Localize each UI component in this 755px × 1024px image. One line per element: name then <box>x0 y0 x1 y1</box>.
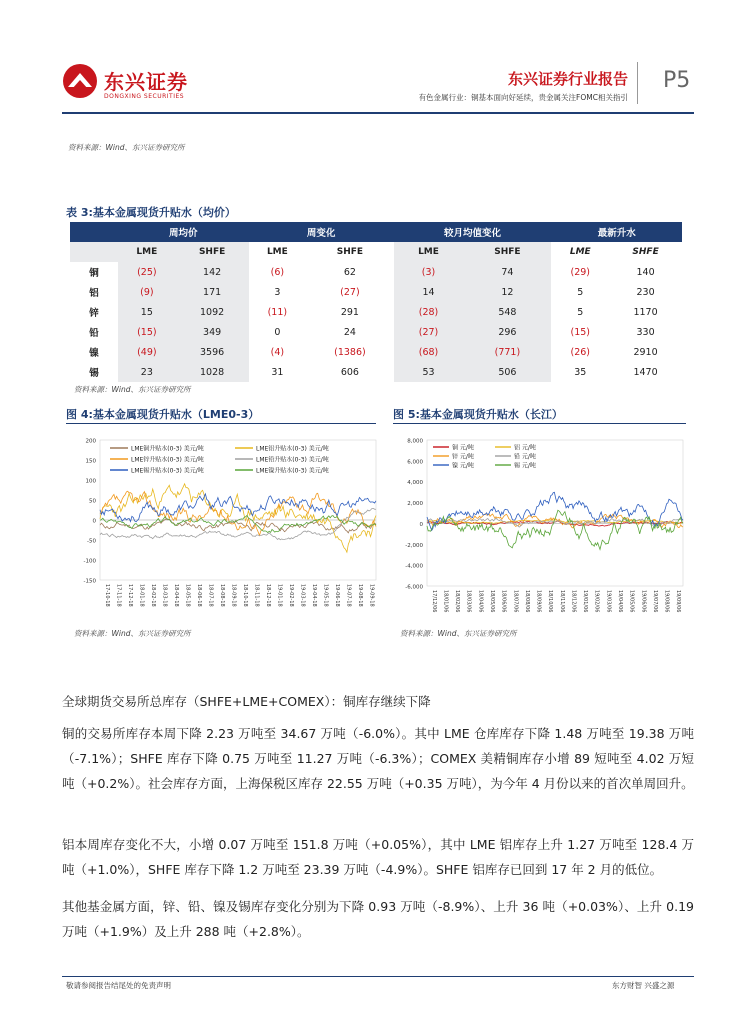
x-tick-label: 19/01/06 <box>582 590 589 613</box>
y-tick-label: -150 <box>83 578 96 585</box>
paragraph-copper: 铜的交易所库存本周下降 2.23 万吨至 34.67 万吨（-6.0%）。其中 LME 仓库库存下降 1.48 万吨至 19.38 万吨（-7.1%）；SHFE 库存下降 0.75 万吨至 11.27 万吨（-6.3%）；COMEX 美精铜库存小增 89 短吨至 4.02 万短吨（+0.2%）。社会库存方面，上海保税区库存 22.55 万吨（+0.35 万吨），为今年 4 月份以来的首次单周回升。 <box>62 726 694 791</box>
legend-label: LME锡升贴水(0-3) 美元/吨 <box>131 467 204 475</box>
company-logo-icon <box>62 63 98 99</box>
x-tick-label: 18-11-18 <box>253 584 260 607</box>
figure5-source: 资料来源：Wind、东兴证券研究所 <box>400 629 517 638</box>
x-tick-label: 18-06-18 <box>195 584 202 607</box>
row-metal-label: 铜 <box>89 268 99 279</box>
legend-label: LME锌升贴水(0-3) 美元/吨 <box>131 456 204 464</box>
table-cell: (26) <box>570 346 591 358</box>
x-tick-label: 18-05-18 <box>184 584 191 607</box>
y-tick-label: 8,000 <box>407 438 423 445</box>
table-row <box>70 282 682 302</box>
x-tick-label: 18/11/06 <box>558 590 565 613</box>
table-cell: 296 <box>463 322 551 342</box>
table-cell: (6) <box>270 266 285 278</box>
table-cell: 24 <box>343 326 356 338</box>
x-tick-label: 18/12/06 <box>570 590 577 613</box>
x-tick-label: 17-10-18 <box>103 584 110 607</box>
y-tick-label: 4,000 <box>407 480 423 487</box>
x-tick-label: 19/02/06 <box>593 590 600 613</box>
x-tick-label: 19-07-18 <box>345 584 352 607</box>
sub-header: SHFE <box>632 247 659 257</box>
table-cell: 230 <box>636 286 655 298</box>
y-tick-label: -2,000 <box>405 542 423 549</box>
group-latest: 最新升水 <box>551 222 682 242</box>
table-cell: 14 <box>394 282 464 302</box>
row-metal-label: 铝 <box>89 288 99 299</box>
table-cell: 5 <box>577 306 584 318</box>
header-rule <box>62 112 694 114</box>
section-heading: 全球期货交易所总库存（SHFE+LME+COMEX）：铜库存继续下降 <box>62 694 431 709</box>
x-tick-label: 17-12-18 <box>126 584 133 607</box>
x-tick-label: 18-02-18 <box>149 584 156 607</box>
y-tick-label: 200 <box>85 438 96 445</box>
sub-header: SHFE <box>336 247 364 257</box>
footer-slogan: 东方财智 兴盛之源 <box>612 981 675 990</box>
figure5-title: 图 5:基本金属现货升贴水（长江） <box>393 408 563 421</box>
x-tick-label: 19/07/06 <box>651 590 658 613</box>
legend-label: LME镍升贴水(0-3) 美元/吨 <box>256 467 329 475</box>
header-divider <box>637 62 638 104</box>
table-row <box>70 302 682 322</box>
y-tick-label: -4,000 <box>405 563 423 570</box>
table-row <box>70 262 682 282</box>
x-tick-label: 19-06-18 <box>333 584 340 607</box>
x-tick-label: 19-01-18 <box>276 584 283 607</box>
y-tick-label: 0 <box>92 518 96 525</box>
table-cell: 1092 <box>176 302 249 322</box>
legend-label: 镍 元/吨 <box>452 462 474 470</box>
table-cell: (15) <box>118 322 176 342</box>
legend-label: LME铅升贴水(0-3) 美元/吨 <box>256 456 329 464</box>
y-tick-label: 50 <box>89 498 96 505</box>
x-tick-label: 18/03/06 <box>465 590 472 613</box>
table-cell: 506 <box>463 362 551 382</box>
x-tick-label: 19/09/06 <box>675 590 682 613</box>
sub-header: LME <box>118 242 176 262</box>
table-cell: (11) <box>267 306 288 318</box>
group-weekly-avg: 周均价 <box>118 222 249 242</box>
x-tick-label: 17/12/06 <box>430 590 437 613</box>
paragraph-other-metals: 其他基金属方面，锌、铅、镍及锡库存变化分别为下降 0.93 万吨（-8.9%）、上升 36 吨（+0.03%）、上升 0.19 万吨（+1.9%）及上升 288 吨（+2.8%）。 <box>62 899 694 939</box>
table-cell: (3) <box>394 262 464 282</box>
sub-header: LME <box>266 247 288 257</box>
table-row <box>70 322 682 342</box>
x-tick-label: 18-10-18 <box>241 584 248 607</box>
x-tick-label: 19-09-18 <box>368 584 375 607</box>
figure4-title: 图 4:基本金属现货升贴水（LME0-3） <box>66 408 260 421</box>
series-line <box>100 484 376 552</box>
x-tick-label: 19/03/06 <box>605 590 612 613</box>
x-tick-label: 17-11-18 <box>115 584 122 607</box>
legend-label: LME铝升贴水(0-3) 美元/吨 <box>256 445 329 453</box>
table-row <box>70 362 682 382</box>
y-tick-label: 6,000 <box>407 459 423 466</box>
legend-label: 铝 元/吨 <box>514 444 536 452</box>
x-tick-label: 18/10/06 <box>547 590 554 613</box>
sub-header: SHFE <box>463 242 551 262</box>
x-tick-label: 18-08-18 <box>218 584 225 607</box>
x-tick-label: 19-08-18 <box>356 584 363 607</box>
table-cell: (15) <box>570 326 591 338</box>
source-note-top: 资料来源：Wind、东兴证券研究所 <box>68 143 185 152</box>
legend-label: LME铜升贴水(0-3) 美元/吨 <box>131 445 204 453</box>
table-cell: 142 <box>176 262 249 282</box>
series-line <box>427 510 683 549</box>
table-cell: 2910 <box>633 346 658 358</box>
table-cell: 171 <box>176 282 249 302</box>
table-cell: 330 <box>636 326 655 338</box>
table-cell: 5 <box>577 286 584 298</box>
table-cell: 12 <box>463 282 551 302</box>
table-source: 资料来源：Wind、东兴证券研究所 <box>74 385 191 394</box>
group-weekly-change: 周变化 <box>249 222 394 242</box>
table-cell: (1386) <box>334 346 366 358</box>
table-sub-header <box>70 242 682 262</box>
table-cell: 1170 <box>633 306 658 318</box>
x-tick-label: 19/04/06 <box>617 590 623 613</box>
y-tick-label: -100 <box>83 558 96 565</box>
sub-corner <box>70 242 118 262</box>
figure4-title-rule <box>66 423 376 424</box>
x-tick-label: 19/06/06 <box>640 590 647 613</box>
x-tick-label: 18/07/06 <box>512 590 519 613</box>
legend-label: 铜 元/吨 <box>452 444 474 452</box>
table-cell: 140 <box>636 266 655 278</box>
table-cell: (25) <box>118 262 176 282</box>
table-cell: 1028 <box>176 362 249 382</box>
table-corner <box>70 222 118 242</box>
table-body <box>70 262 682 382</box>
sub-header: SHFE <box>176 242 249 262</box>
table-cell: 1470 <box>633 366 658 378</box>
x-tick-label: 18/09/06 <box>535 590 542 613</box>
table-cell: 53 <box>394 362 464 382</box>
y-tick-label: -6,000 <box>405 584 423 591</box>
table-cell: (9) <box>118 282 176 302</box>
footer-rule <box>62 976 694 977</box>
table-cell: 62 <box>343 266 356 278</box>
x-tick-label: 18/04/06 <box>477 590 484 613</box>
table-cell: 349 <box>176 322 249 342</box>
x-tick-label: 18-09-18 <box>230 584 237 607</box>
table-cell: 31 <box>271 366 284 378</box>
sub-header: LME <box>394 242 464 262</box>
table-cell: (49) <box>118 342 176 362</box>
x-tick-label: 19-02-18 <box>287 584 294 607</box>
x-tick-label: 19-05-18 <box>322 584 329 607</box>
legend-label: 锡 元/吨 <box>514 462 536 470</box>
sub-header: LME <box>569 247 591 257</box>
x-tick-label: 18/08/06 <box>523 590 530 613</box>
table-cell: 291 <box>340 306 359 318</box>
table-cell: 548 <box>463 302 551 322</box>
company-name-en: DONGXING SECURITIES <box>104 93 185 100</box>
row-metal-label: 锌 <box>89 308 99 319</box>
table-cell: (68) <box>394 342 464 362</box>
row-metal-label: 锡 <box>89 368 99 379</box>
legend-label: 锌 元/吨 <box>452 453 474 461</box>
x-tick-label: 18-04-18 <box>172 584 179 607</box>
footer-disclaimer: 敬请参阅报告结尾处的免责声明 <box>66 981 171 990</box>
table-cell: 15 <box>118 302 176 322</box>
table-cell: (27) <box>340 286 360 298</box>
figure5-chart <box>393 428 693 620</box>
figure4-chart <box>66 428 382 620</box>
x-tick-label: 18-07-18 <box>207 584 214 607</box>
x-tick-label: 19/08/06 <box>663 590 670 613</box>
x-tick-label: 18-03-18 <box>161 584 168 607</box>
y-tick-label: -50 <box>87 538 96 545</box>
x-tick-label: 19-04-18 <box>310 584 317 607</box>
y-tick-label: 100 <box>85 478 96 485</box>
row-metal-label: 镍 <box>89 348 99 359</box>
group-vs-monthly: 较月均值变化 <box>394 222 552 242</box>
legend-label: 铅 元/吨 <box>514 453 536 461</box>
table-cell: 35 <box>574 366 587 378</box>
page-number: P5 <box>663 68 691 93</box>
x-tick-label: 18/05/06 <box>489 590 495 613</box>
x-tick-label: 18-12-18 <box>264 584 271 607</box>
y-tick-label: 0 <box>419 521 423 528</box>
table-cell: 3596 <box>176 342 249 362</box>
y-tick-label: 150 <box>85 458 96 465</box>
series-line <box>427 492 683 530</box>
figure4-source: 资料来源：Wind、东兴证券研究所 <box>74 629 191 638</box>
x-tick-label: 19-03-18 <box>299 584 306 607</box>
x-tick-label: 18/02/06 <box>454 590 461 613</box>
table-title: 表 3:基本金属现货升贴水（均价） <box>66 206 236 219</box>
row-metal-label: 铅 <box>89 328 99 339</box>
company-name-cn: 东兴证券 <box>104 70 188 94</box>
report-title: 东兴证券行业报告 <box>507 70 628 88</box>
table-group-header <box>70 222 682 242</box>
x-tick-label: 18-01-18 <box>138 584 145 607</box>
table-row <box>70 342 682 362</box>
table-cell: (4) <box>270 346 285 358</box>
table-cell: 3 <box>274 286 281 298</box>
table-cell: 74 <box>463 262 551 282</box>
x-tick-label: 18/01/06 <box>442 590 449 613</box>
report-subtitle: 有色金属行业：铜基本面向好延续，贵金属关注FOMC相关指引 <box>418 93 628 102</box>
table-cell: 0 <box>274 326 281 338</box>
x-tick-label: 18/06/06 <box>500 590 507 613</box>
table-cell: (771) <box>463 342 551 362</box>
table-cell: (29) <box>570 266 591 278</box>
premium-table <box>70 222 682 382</box>
figure5-title-rule <box>393 423 686 424</box>
y-tick-label: 2,000 <box>407 501 423 508</box>
x-tick-label: 19/05/06 <box>628 590 635 613</box>
paragraph-aluminum: 铝本周库存变化不大，小增 0.07 万吨至 151.8 万吨（+0.05%），其中 LME 铝库存上升 1.27 万吨至 128.4 万吨（+1.0%），SHFE 库存下降 1.2 万吨至 23.39 万吨（-4.9%）。SHFE 铝库存已回到 17 年 2 月的低位。 <box>62 837 694 877</box>
table-cell: 23 <box>118 362 176 382</box>
table-cell: 606 <box>340 366 359 378</box>
table-cell: (27) <box>394 322 464 342</box>
table-cell: (28) <box>394 302 464 322</box>
